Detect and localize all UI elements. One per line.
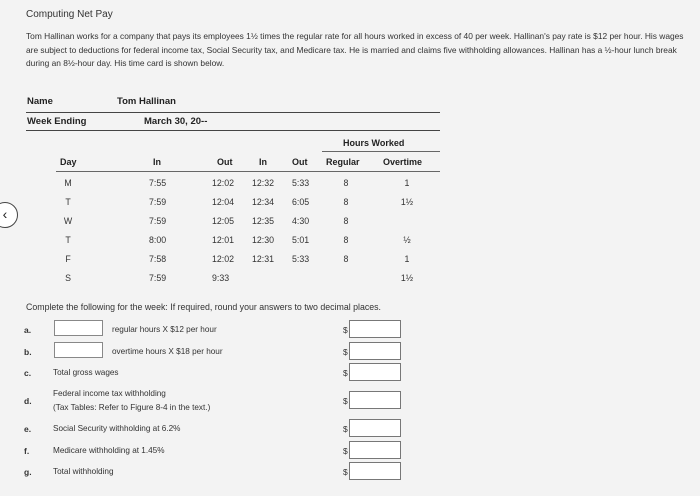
cell-out-1: 12:05 xyxy=(212,216,235,226)
question-text: regular hours X $12 per hour xyxy=(112,325,217,334)
cell-in-1: 7:55 xyxy=(149,178,167,188)
cell-regular: 8 xyxy=(343,178,349,188)
cell-day: T xyxy=(65,235,71,245)
question-text: Total withholding xyxy=(53,467,114,476)
hours-worked-header: Hours Worked xyxy=(343,138,405,148)
social-security-answer[interactable] xyxy=(349,419,401,437)
cell-overtime: 1 xyxy=(404,254,410,264)
cell-in-2: 12:31 xyxy=(252,254,275,264)
dollar-sign: $ xyxy=(343,368,348,378)
question-letter: f. xyxy=(24,446,30,456)
question-letter: b. xyxy=(24,347,32,357)
question-subtext: (Tax Tables: Refer to Figure 8-4 in the text.) xyxy=(53,403,211,412)
cell-overtime: ½ xyxy=(403,235,411,245)
col-out-2: Out xyxy=(292,157,308,167)
name-value: Tom Hallinan xyxy=(117,96,176,107)
dollar-sign: $ xyxy=(343,325,348,335)
cell-in-2: 12:34 xyxy=(252,197,275,207)
dollar-sign: $ xyxy=(343,347,348,357)
col-day: Day xyxy=(60,157,77,167)
divider xyxy=(26,130,440,131)
cell-out-2: 6:05 xyxy=(292,197,310,207)
cell-out-1: 12:02 xyxy=(212,178,235,188)
question-letter: e. xyxy=(24,424,32,434)
dollar-sign: $ xyxy=(343,467,348,477)
question-letter: g. xyxy=(24,467,32,477)
cell-in-1: 7:59 xyxy=(149,197,167,207)
cell-out-1: 12:02 xyxy=(212,254,235,264)
cell-regular: 8 xyxy=(343,216,349,226)
dollar-sign: $ xyxy=(343,424,348,434)
col-regular: Regular xyxy=(326,157,360,167)
instructions: Complete the following for the week: If required, round your answers to two decimal places. xyxy=(26,302,381,312)
cell-day: S xyxy=(65,273,71,283)
col-overtime: Overtime xyxy=(383,157,423,167)
divider xyxy=(26,112,440,113)
cell-day: W xyxy=(63,216,73,226)
cell-in-1: 8:00 xyxy=(149,235,167,245)
medicare-answer[interactable] xyxy=(349,441,401,459)
question-text: Medicare withholding at 1.45% xyxy=(53,446,165,455)
cell-in-2: 12:35 xyxy=(252,216,275,226)
col-in-1: In xyxy=(153,157,161,167)
chevron-left-icon[interactable]: ‹ xyxy=(0,202,18,228)
name-label: Name xyxy=(27,96,53,107)
week-ending-value: March 30, 20-- xyxy=(144,116,208,127)
gross-wages-answer[interactable] xyxy=(349,363,401,381)
col-in-2: In xyxy=(259,157,267,167)
cell-in-1: 7:58 xyxy=(149,254,167,264)
cell-out-1: 12:01 xyxy=(212,235,235,245)
question-letter: a. xyxy=(24,325,32,335)
cell-day: F xyxy=(65,254,71,264)
overtime-pay-answer[interactable] xyxy=(349,342,401,360)
cell-day: T xyxy=(65,197,71,207)
cell-out-2: 5:01 xyxy=(292,235,310,245)
col-out-1: Out xyxy=(217,157,233,167)
cell-in-2: 12:30 xyxy=(252,235,275,245)
cell-overtime: 1½ xyxy=(400,273,414,283)
cell-in-1: 7:59 xyxy=(149,216,167,226)
cell-regular: 8 xyxy=(343,254,349,264)
divider xyxy=(56,171,440,172)
federal-tax-answer[interactable] xyxy=(349,391,401,409)
question-text: Total gross wages xyxy=(53,368,119,377)
cell-regular: 8 xyxy=(343,197,349,207)
cell-out-1: 12:04 xyxy=(212,197,235,207)
dollar-sign: $ xyxy=(343,446,348,456)
question-letter: d. xyxy=(24,396,32,406)
cell-out-2: 5:33 xyxy=(292,254,310,264)
question-text: Federal income tax withholding xyxy=(53,389,166,398)
cell-in-2: 12:32 xyxy=(252,178,275,188)
week-ending-label: Week Ending xyxy=(27,116,87,127)
question-text: Social Security withholding at 6.2% xyxy=(53,424,181,433)
regular-hours-input[interactable] xyxy=(54,320,103,336)
cell-regular: 8 xyxy=(343,235,349,245)
page-title: Computing Net Pay xyxy=(26,9,113,20)
cell-overtime: 1 xyxy=(404,178,410,188)
cell-out-1: 9:33 xyxy=(212,273,230,283)
cell-overtime: 1½ xyxy=(400,197,414,207)
question-letter: c. xyxy=(24,368,32,378)
cell-out-2: 4:30 xyxy=(292,216,310,226)
cell-day: M xyxy=(64,178,72,188)
cell-out-2: 5:33 xyxy=(292,178,310,188)
cell-in-1: 7:59 xyxy=(149,273,167,283)
regular-pay-answer[interactable] xyxy=(349,320,401,338)
question-text: overtime hours X $18 per hour xyxy=(112,347,223,356)
overtime-hours-input[interactable] xyxy=(54,342,103,358)
divider xyxy=(322,151,440,152)
total-withholding-answer[interactable] xyxy=(349,462,401,480)
dollar-sign: $ xyxy=(343,396,348,406)
problem-description: Tom Hallinan works for a company that pays its employees 1½ times the regular rate for all hours worked in excess of 40 per week. Hallinan's pay rate is $12 per hour. His wages are subject to deductions for federal income tax, Social Security tax, and Medicare tax. He is married and claims five withholding allowances. Hallinan has a ½-hour lunch break during an 8½-hour day. His time card is shown below. xyxy=(26,31,684,68)
